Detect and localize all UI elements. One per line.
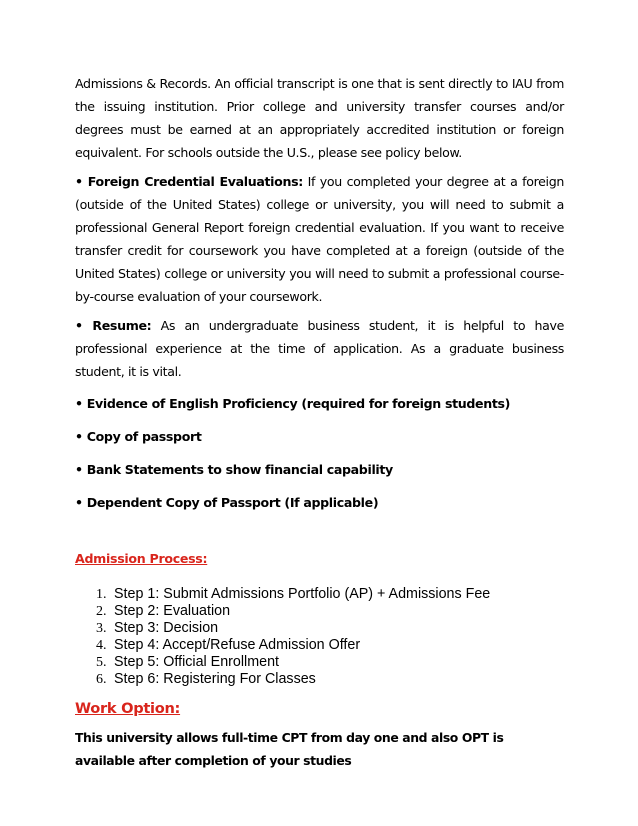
bullet-passport: • Copy of passport [75,429,202,444]
list-item [96,637,564,654]
bullet-dependent-passport: • Dependent Copy of Passport (If applicable) [75,495,379,510]
list-item [96,620,564,637]
document-page [75,72,564,772]
list-item [96,654,564,671]
admission-process-heading: Admission Process: [75,551,208,566]
foreign-credential-text: If you completed your degree at a foreign (outside of the United States) college or university, you will need to submit a professional General Report foreign credential evaluation. If you want to receive transfer credit for coursework you have completed at a foreign (outside of the United States) college or university you will need to submit a professional course-by-course evaluation of your coursework. [75,174,564,304]
transcript-paragraph: Admissions & Records. An official transcript is one that is sent directly to IAU from the issuing institution. Prior college and university transfer courses and/or degrees must be earned at an appropriately accredited institution or foreign equivalent. For schools outside the U.S., please see policy below. [75,76,564,160]
admission-steps-list [75,586,564,688]
step-text: Step 6: Registering For Classes [114,671,316,687]
step-number: 1. [96,587,107,602]
step-number: 6. [96,672,107,687]
foreign-credential-label: • Foreign Credential Evaluations: [75,174,303,189]
list-item [96,671,564,688]
step-text: Step 4: Accept/Refuse Admission Offer [114,637,361,653]
resume-paragraph [75,314,564,383]
foreign-credential-paragraph [75,170,564,308]
resume-text: As an undergraduate business student, it is helpful to have professional experience at the time of application. As a graduate business student, it is vital. [75,318,564,379]
bullet-english-proficiency: • Evidence of English Proficiency (required for foreign students) [75,396,511,411]
step-text: Step 3: Decision [114,620,219,636]
step-number: 5. [96,655,107,670]
step-text: Step 2: Evaluation [114,603,231,619]
step-number: 4. [96,638,107,653]
list-item [96,603,564,620]
work-option-text: This university allows full-time CPT from day one and also OPT is available after completion of your studies [75,730,504,768]
step-text: Step 1: Submit Admissions Portfolio (AP) + Admissions Fee [114,586,491,602]
step-number: 3. [96,621,107,636]
step-number: 2. [96,604,107,619]
resume-label: • Resume: [75,318,152,333]
bullet-bank-statements: • Bank Statements to show financial capability [75,462,393,477]
work-option-heading: Work Option: [75,700,181,717]
step-text: Step 5: Official Enrollment [114,654,280,670]
list-item [96,586,564,603]
